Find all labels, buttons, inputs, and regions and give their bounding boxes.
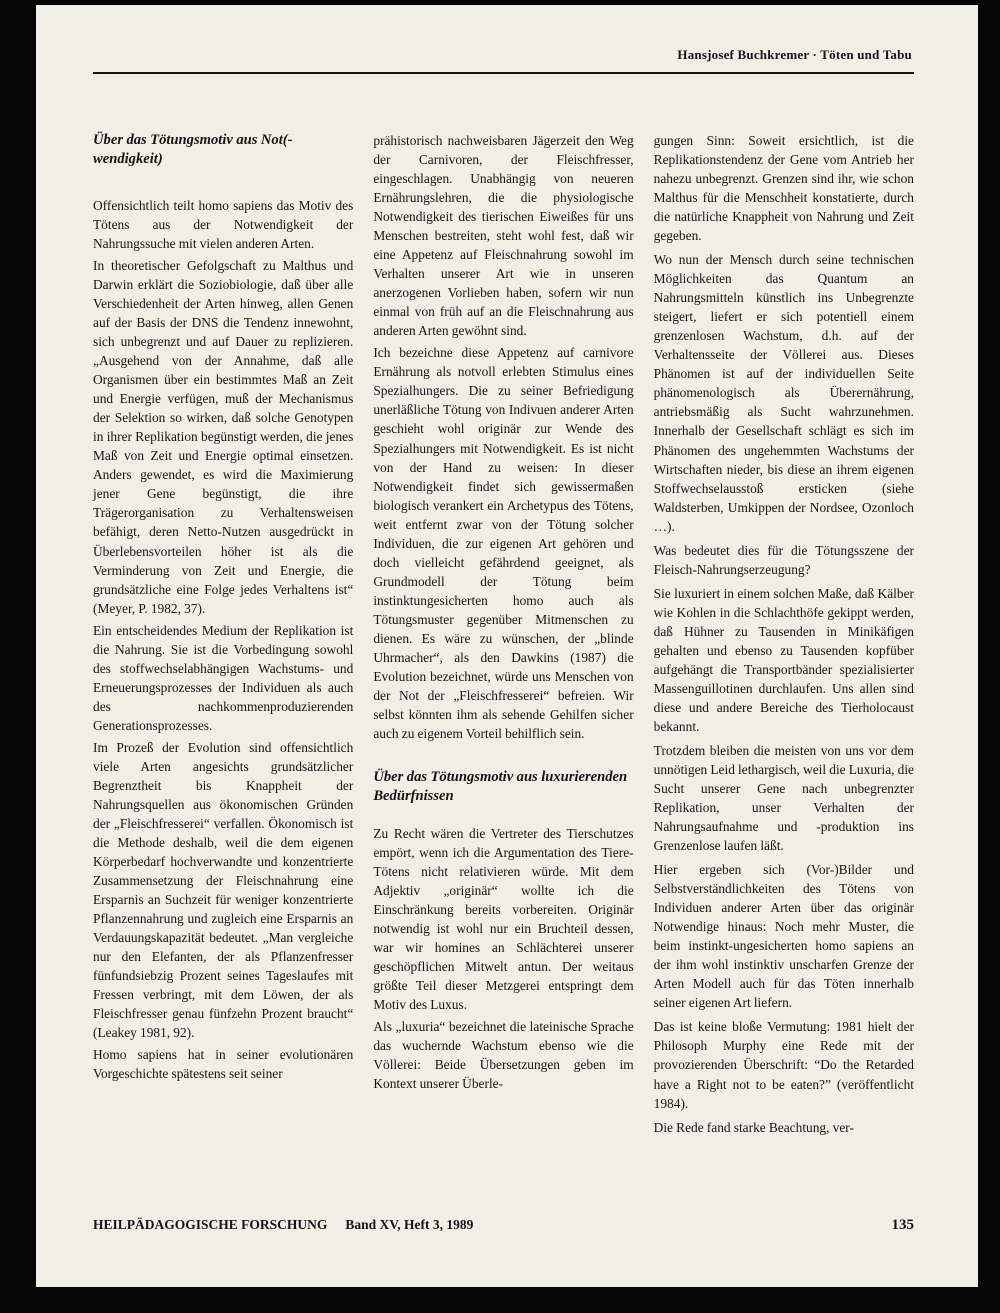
header-rule xyxy=(93,72,914,74)
issue-info: Band XV, Heft 3, 1989 xyxy=(345,1217,474,1232)
paragraph: Die Rede fand starke Beachtung, ver- xyxy=(653,1119,854,1135)
paragraph: Offensichtlich teilt homo sapiens das Motiv des Tötens aus der Notwendigkeit der Nahrungssuche mit vielen anderen Arten. xyxy=(93,197,354,251)
section-heading-luxurierende-beduerfnisse: Über das Tötungsmotiv aus luxurierenden Bedürfnissen xyxy=(373,769,628,804)
footer-journal-info xyxy=(93,1217,473,1233)
paragraph: Was bedeutet dies für die Tötungsszene der Fleisch-Nahrungserzeugung? xyxy=(653,542,914,577)
running-header: Hansjosef Buchkremer · Töten und Tabu xyxy=(677,47,912,62)
paragraph: Zu Recht wären die Vertreter des Tierschutzes empört, wenn ich die Argumentation des Tiere-Tötens nicht relativieren würde. Mit dem Adjektiv „originär“ wollte ich die Einschränkung bereits vorbereiten. Originär notwendig ist wohl nur ein Bruchteil dessen, war wir homines an Schlächterei unserer geschöpflichen Mitwelt antun. Der weitaus größte Teil dieser Metzgerei entspringt dem Motiv des Luxus. xyxy=(373,825,634,1013)
paragraph: Als „luxuria“ bezeichnet die lateinische Sprache das wuchernde Wachstum ebenso wie die Völlerei: Beide Übersetzungen geben im Kontext unserer Überle- xyxy=(373,1019,634,1092)
paragraph: prähistorisch nachweisbaren Jägerzeit den Weg der Carnivoren, der Fleischfresser, eingeschlagen. Unabhängig von neueren Ernährungslehren, die die physiologische Notwendigkeit des tierischen Eiweißes für uns Menschen bestreiten, steht wohl fest, daß wir eine Appetenz auf Fleischnahrung sowohl im Verhalten unserer Art wie in unseren anerzogenen Vorlieben haben, sofern wir nun einmal von früh auf an die Fleischnahrung aus anderen Arten gewöhnt sind. xyxy=(373,133,634,339)
page-number: 135 xyxy=(891,1217,914,1233)
paragraph: Ich bezeichne diese Appetenz auf carnivore Ernährung als notvoll erlebten Stimulus eines Spezialhungers. Die zu seiner Befriedigung unerläßliche Tötung von Indivuen anderer Arten geschieht wohl originär zur Wende des Spezialhungers mit Notwendigkeit. Es ist nicht von der Hand zu weisen: In dieser Notwendigkeit findet sich gewissermaßen biologisch verankert ein Archetypus des Tötens, weit entfernt zwar von der Tötung solcher Individuen, die zur eigenen Art gehören und doch vielleicht gefährdend geeignet, als Grundmodell der Tötung beim instinktungesicherten homo auch als Tötungsmuster gegenüber Mitmenschen zu dienen. Es wäre zu wünschen, der „blinde Uhrmacher“, als den Dawkins (1987) die Evolution bezeichnet, würde uns Menschen von der Not der „Fleischfresserei“ befreien. Wir selbst könnten ihm als sehende Gehilfen sicher auch zu eigenem Vorteil behilflich sein. xyxy=(373,345,634,741)
paragraph: Im Prozeß der Evolution sind offensichtlich viele Arten angesichts grundsätzlicher Begrenztheit bis Knappheit der Nahrungsquellen aus ökonomischen Gründen der „Fleischfresserei“ verfallen. Ökonomisch ist die Methode deshalb, weil die dem eigenen Körperbedarf hochverwandte und konzentrierte Zusammensetzung der Fleischnahrung eine Ersparnis an Suchzeit für weniger konzentrierte Pflanzennahrung und zugleich eine Ersparnis an Verdauungskapazität bedeutet. „Man vergleiche nur den Elefanten, der als Pflanzenfresser fünfundsiebzig Prozent seines Tageslaufes mit Fressen verbringt, mit dem Löwen, der als Fleischfresser genau fünfzehn Prozent braucht“ (Leakey 1981, 92). xyxy=(93,739,354,1041)
paragraph: In theoretischer Gefolgschaft zu Malthus und Darwin erklärt die Soziobiologie, daß über alle Verschiedenheit der Arten hinweg, allen Genen auf der Basis der DNS die Tendenz innewohnt, sich unbegrenzt und auf Dauer zu replizieren. „Ausgehend von der Annahme, daß alle Organismen über ein bestimmtes Maß an Zeit und Energie verfügen, muß der Mechanismus der Selektion so wirken, daß solche Genotypen in ihrer Replikation begünstigt werden, die jenes Maß von Zeit und Energie optimal einsetzen. Anders gewendet, es wird die Maximierung jener Gene begünstigt, die ihre Trägerorganisation zu Verhaltensweisen befähigt, deren Netto-Nutzen ausgedrückt in Überlebensvorteilen höher ist als die Verminderung von Zeit und Energie, die grundsätzliche eine Folge jedes Verhaltens ist“ (Meyer, P. 1982, 37). xyxy=(93,258,354,616)
paragraph: Hier ergeben sich (Vor-)Bilder und Selbstverständlichkeiten des Tötens von Individuen anderer Arten über das originär Notwendige hinaus: Noch mehr Muster, die beim instinkt-ungesicherten homo sapiens an der ihm wohl instinktiv unscharfen Grenze der Arten Modell auch für das Töten innerhalb seiner eigenen Art liefern. xyxy=(653,862,914,1011)
column-2 xyxy=(373,131,633,1142)
paragraph: Sie luxuriert in einem solchen Maße, daß Kälber wie Kohlen in die Schlachthöfe gekippt werden, daß Hühner zu Tausenden in Minikäfigen gehalten und ebenso zu Tausenden kopfüber aufgehängt die Transportbänder spezialisierter Massenguillotinen durchlaufen. Uns allen sind diese und andere Bereiche des Tierholocaust bekannt. xyxy=(653,585,914,734)
section-heading-notwendigkeit: Über das Tötungsmotiv aus Not(-wendigkeit) xyxy=(93,132,293,167)
paragraph: Homo sapiens hat in seiner evolutionären Vorgeschichte spätestens seit seiner xyxy=(93,1047,354,1082)
column-3 xyxy=(654,131,914,1142)
paragraph: Ein entscheidendes Medium der Replikation ist die Nahrung. Sie ist die Vorbedingung sowohl des stoffwechselabhängigen Wachstums- und Erneuerungsprozesses der Individuen als auch des nachkommenproduzierenden Generationsprozesses. xyxy=(93,622,354,733)
journal-name: HEILPÄDAGOGISCHE FORSCHUNG xyxy=(93,1217,328,1232)
paragraph: Trotzdem bleiben die meisten von uns vor dem unnötigen Leid lethargisch, weil die Luxuria, die Sucht unserer Gene nach unbegrenzter Replikation, unser Verhalten der Nahrungsaufnahme und -produktion ins Grenzenlose laufen läßt. xyxy=(653,742,914,854)
paragraph: Wo nun der Mensch durch seine technischen Möglichkeiten das Quantum an Nahrungsmitteln künstlich ins Unbegrenzte steigert, liefert er sich potentiell einem grenzenlosen Wachstum, d.h. auf der Verhaltensseite der Völlerei aus. Dieses Phänomen ist auf der individuellen Seite phänomenologisch als Überernährung, antriebsmäßig als Sucht wahrzunehmen. Innerhalb der Gesellschaft schlägt es sich im Phänomen des ungehemmten Wachstums der Wirtschaften nieder, bis diese an ihrem eigenen Stoffwechselausstoß ersticken (siehe Waldsterben, Umkippen der Nordsee, Ozonloch …). xyxy=(653,252,914,534)
page-footer xyxy=(93,1217,914,1234)
column-1 xyxy=(93,131,353,1142)
page xyxy=(36,5,978,1287)
article-body xyxy=(93,131,914,1142)
paragraph: gungen Sinn: Soweit ersichtlich, ist die Replikationstendenz der Gene vom Antrieb her nahezu unbegrenzt. Grenzen sind ihr, wie schon Malthus für die Menschheit konstatierte, durch die natürliche Knappheit von Nahrung und Zeit gegeben. xyxy=(653,133,914,244)
paragraph: Das ist keine bloße Vermutung: 1981 hielt der Philosoph Murphy eine Rede mit der provozierenden Überschrift: “Do the Retarded have a Right not to be eaten?” (veröffentlicht 1984). xyxy=(653,1019,914,1111)
